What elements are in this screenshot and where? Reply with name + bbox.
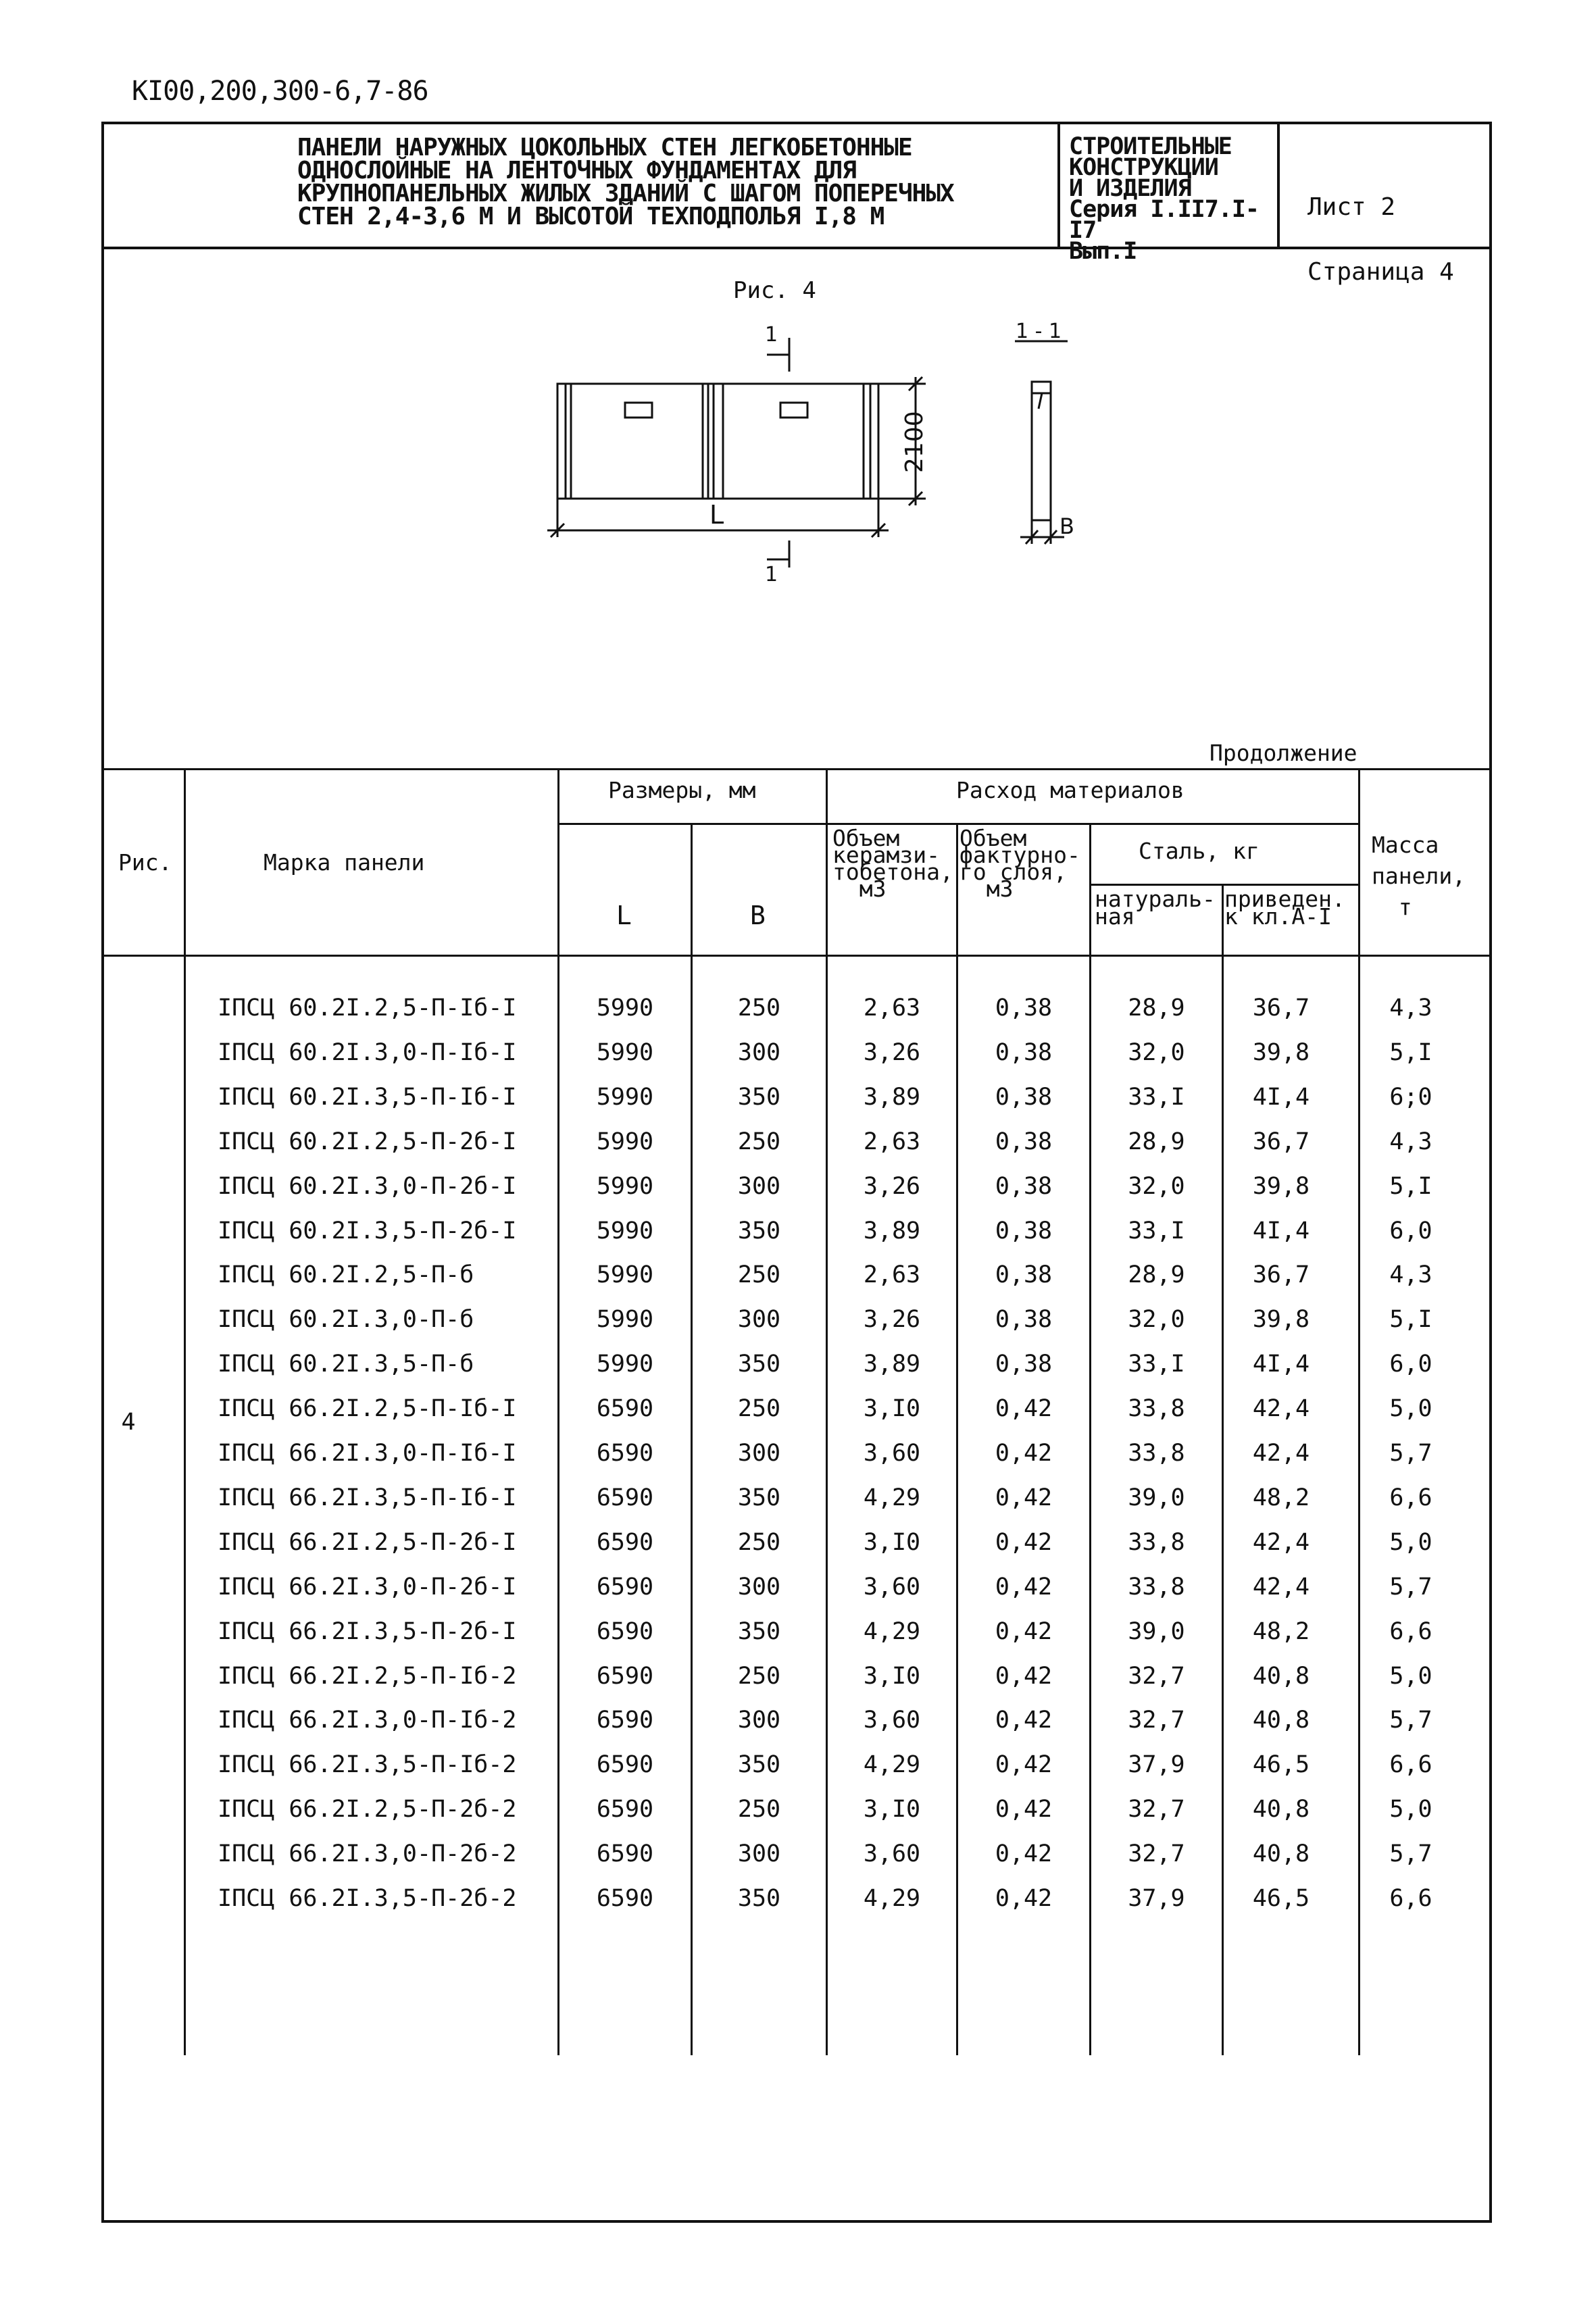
table-cell-s2: 46,5 — [1252, 1885, 1310, 1912]
table-cell-s1: 39,0 — [1128, 1484, 1185, 1511]
table-cell-L: 6590 — [596, 1440, 654, 1467]
table-cell-v2: 0,42 — [995, 1574, 1053, 1601]
header-steel-reduced: приведен. к кл.А-I — [1224, 886, 1345, 930]
table-row-brand: IПСЦ 60.2I.3,0-П-2б-I — [218, 1173, 517, 1200]
table-cell-v1: 3,I0 — [863, 1529, 921, 1556]
table-cell-m: 5,I — [1389, 1039, 1432, 1066]
figure-title: Рис. 4 — [733, 277, 816, 304]
table-cell-L: 5990 — [596, 1217, 654, 1244]
table-cell-m: 5,7 — [1389, 1574, 1432, 1601]
table-cell-m: 5,7 — [1389, 1840, 1432, 1867]
table-cell-L: 6590 — [596, 1751, 654, 1778]
table-cell-m: 6,6 — [1389, 1751, 1432, 1778]
table-cell-v1: 4,29 — [863, 1751, 921, 1778]
table-cell-s1: 33,8 — [1128, 1395, 1185, 1422]
table-row-brand: IПСЦ 66.2I.3,5-П-Iб-2 — [218, 1751, 517, 1778]
table-cell-L: 6590 — [596, 1395, 654, 1422]
table-cell-B: 250 — [737, 1663, 781, 1690]
table-cell-L: 5990 — [596, 995, 654, 1022]
table-cell-s1: 33,8 — [1128, 1529, 1185, 1556]
table-cell-v2: 0,42 — [995, 1885, 1053, 1912]
table-top-rule — [101, 768, 1492, 770]
table-cell-v1: 4,29 — [863, 1484, 921, 1511]
table-row-brand: IПСЦ 66.2I.3,5-П-2б-I — [218, 1618, 517, 1645]
table-cell-v1: 2,63 — [863, 1128, 921, 1155]
table-cell-s2: 40,8 — [1252, 1663, 1310, 1690]
sheet-number: Лист 2 — [1307, 193, 1396, 221]
table-cell-v1: 3,60 — [863, 1707, 921, 1734]
table-cell-v2: 0,38 — [995, 1084, 1053, 1111]
table-cell-s1: 33,8 — [1128, 1574, 1185, 1601]
table-cell-B: 300 — [737, 1840, 781, 1867]
table-cell-L: 6590 — [596, 1529, 654, 1556]
table-cell-v1: 3,26 — [863, 1306, 921, 1333]
table-row-brand: IПСЦ 66.2I.2,5-П-2б-I — [218, 1529, 517, 1556]
table-cell-v2: 0,38 — [995, 1128, 1053, 1155]
table-cell-L: 6590 — [596, 1663, 654, 1690]
title-block-divider-1 — [1057, 122, 1060, 248]
header-vol-keramzit: Объем керамзи- тобетона, м3 — [832, 825, 953, 902]
table-cell-B: 300 — [737, 1440, 781, 1467]
table-cell-v1: 3,89 — [863, 1217, 921, 1244]
table-cell-v2: 0,38 — [995, 1351, 1053, 1378]
opening-right — [780, 403, 807, 418]
table-cell-s2: 42,4 — [1252, 1574, 1310, 1601]
header-B: В — [750, 901, 766, 930]
table-cell-m: 6,6 — [1389, 1885, 1432, 1912]
table-cell-v2: 0,42 — [995, 1484, 1053, 1511]
table-cell-v1: 3,89 — [863, 1351, 921, 1378]
fig-number: 4 — [121, 1409, 136, 1436]
table-row-brand: IПСЦ 66.2I.2,5-П-Iб-2 — [218, 1663, 517, 1690]
table-cell-s1: 37,9 — [1128, 1751, 1185, 1778]
table-cell-B: 250 — [737, 1128, 781, 1155]
table-cell-m: 5,7 — [1389, 1440, 1432, 1467]
document-title: ПАНЕЛИ НАРУЖНЫХ ЦОКОЛЬНЫХ СТЕН ЛЕГКОБЕТОННЫЕ ОДНОСЛОЙНЫЕ НА ЛЕНТОЧНЫХ ФУНДАМЕНТАХ ДЛЯ КРУПНОПАНЕЛЬНЫХ ЖИЛЫХ ЗДАНИЙ С ШАГОМ ПОПЕРЕЧНЫХ СТЕН 2,4-3,6 М И ВЫСОТОЙ ТЕХПОДПОЛЬЯ I,8 М — [297, 134, 954, 230]
table-row-brand: IПСЦ 66.2I.2,5-П-Iб-I — [218, 1395, 517, 1422]
table-row-brand: IПСЦ 60.2I.2,5-П-б — [218, 1261, 474, 1288]
table-cell-s1: 28,9 — [1128, 1261, 1185, 1288]
table-cell-s1: 28,9 — [1128, 1128, 1185, 1155]
table-cell-s2: 46,5 — [1252, 1751, 1310, 1778]
table-cell-m: 6;0 — [1389, 1084, 1432, 1111]
page-number: Страница 4 — [1307, 258, 1454, 286]
table-row-brand: IПСЦ 60.2I.3,5-П-б — [218, 1351, 474, 1378]
height-dimension: 2100 — [901, 411, 928, 473]
table-cell-s1: 33,I — [1128, 1351, 1185, 1378]
section-profile — [1032, 382, 1051, 520]
table-cell-m: 6,6 — [1389, 1618, 1432, 1645]
table-row-brand: IПСЦ 66.2I.3,0-П-2б-I — [218, 1574, 517, 1601]
table-cell-m: 5,0 — [1389, 1529, 1432, 1556]
thickness-label: В — [1059, 513, 1074, 539]
table-row-brand: IПСЦ 60.2I.2,5-П-Iб-I — [218, 995, 517, 1022]
cut-mark-top-label: 1 — [765, 323, 778, 347]
table-cell-s2: 4I,4 — [1252, 1351, 1310, 1378]
table-row-brand: IПСЦ 60.2I.3,5-П-Iб-I — [218, 1084, 517, 1111]
table-cell-v2: 0,42 — [995, 1618, 1053, 1645]
table-cell-s1: 33,8 — [1128, 1440, 1185, 1467]
table-cell-B: 250 — [737, 1395, 781, 1422]
table-cell-m: 5,7 — [1389, 1707, 1432, 1734]
table-cell-s2: 36,7 — [1252, 1261, 1310, 1288]
table-cell-m: 4,3 — [1389, 1128, 1432, 1155]
table-cell-L: 5990 — [596, 1173, 654, 1200]
header-mass: Масса панели, т — [1372, 832, 1466, 920]
header-bottom-rule — [101, 955, 1492, 957]
table-cell-m: 5,I — [1389, 1306, 1432, 1333]
table-cell-B: 350 — [737, 1751, 781, 1778]
table-cell-s1: 32,0 — [1128, 1039, 1185, 1066]
table-cell-s2: 40,8 — [1252, 1796, 1310, 1823]
table-cell-v1: 3,26 — [863, 1173, 921, 1200]
document-code: КI00,200,300-6,7-86 — [132, 76, 428, 107]
table-cell-B: 300 — [737, 1306, 781, 1333]
table-cell-v2: 0,42 — [995, 1395, 1053, 1422]
table-cell-s2: 42,4 — [1252, 1440, 1310, 1467]
table-cell-B: 350 — [737, 1484, 781, 1511]
table-cell-B: 250 — [737, 995, 781, 1022]
table-cell-L: 6590 — [596, 1796, 654, 1823]
table-cell-v1: 3,I0 — [863, 1395, 921, 1422]
table-cell-v1: 2,63 — [863, 1261, 921, 1288]
table-cell-s1: 32,7 — [1128, 1796, 1185, 1823]
table-cell-s1: 28,9 — [1128, 995, 1185, 1022]
table-cell-m: 5,0 — [1389, 1796, 1432, 1823]
table-cell-s2: 4I,4 — [1252, 1217, 1310, 1244]
table-cell-v1: 3,I0 — [863, 1796, 921, 1823]
table-cell-B: 300 — [737, 1707, 781, 1734]
table-cell-v2: 0,38 — [995, 1306, 1053, 1333]
table-cell-B: 300 — [737, 1039, 781, 1066]
table-cell-L: 5990 — [596, 1351, 654, 1378]
table-cell-m: 6,6 — [1389, 1484, 1432, 1511]
table-cell-s1: 33,I — [1128, 1084, 1185, 1111]
table-cell-v1: 4,29 — [863, 1618, 921, 1645]
table-cell-s2: 39,8 — [1252, 1306, 1310, 1333]
table-row-brand: IПСЦ 66.2I.2,5-П-2б-2 — [218, 1796, 517, 1823]
table-cell-v2: 0,38 — [995, 1261, 1053, 1288]
table-row-brand: IПСЦ 66.2I.3,0-П-Iб-I — [218, 1440, 517, 1467]
table-cell-m: 5,0 — [1389, 1395, 1432, 1422]
table-cell-L: 5990 — [596, 1039, 654, 1066]
table-cell-s1: 32,7 — [1128, 1663, 1185, 1690]
table-cell-B: 300 — [737, 1574, 781, 1601]
table-cell-s2: 39,8 — [1252, 1173, 1310, 1200]
table-cell-m: 6,0 — [1389, 1351, 1432, 1378]
section-label: 1 - 1 — [1016, 320, 1062, 343]
table-cell-L: 5990 — [596, 1306, 654, 1333]
table-cell-s2: 48,2 — [1252, 1618, 1310, 1645]
table-cell-L: 5990 — [596, 1261, 654, 1288]
table-cell-s1: 32,0 — [1128, 1306, 1185, 1333]
table-cell-v1: 3,60 — [863, 1840, 921, 1867]
table-cell-v2: 0,42 — [995, 1751, 1053, 1778]
panel-elevation — [557, 384, 878, 499]
panel-drawing — [527, 318, 1108, 588]
header-materials: Расход материалов — [956, 777, 1184, 803]
table-cell-v1: 3,I0 — [863, 1663, 921, 1690]
table-cell-B: 250 — [737, 1529, 781, 1556]
table-cell-s2: 39,8 — [1252, 1039, 1310, 1066]
header-L: L — [616, 901, 632, 930]
table-cell-v2: 0,38 — [995, 1173, 1053, 1200]
table-cell-s2: 42,4 — [1252, 1529, 1310, 1556]
table-cell-s2: 40,8 — [1252, 1840, 1310, 1867]
table-row-brand: IПСЦ 60.2I.3,0-П-б — [218, 1306, 474, 1333]
table-cell-L: 5990 — [596, 1084, 654, 1111]
table-cell-s1: 32,7 — [1128, 1707, 1185, 1734]
table-row-brand: IПСЦ 66.2I.3,0-П-Iб-2 — [218, 1707, 517, 1734]
table-cell-B: 350 — [737, 1084, 781, 1111]
header-fig: Рис. — [118, 849, 172, 876]
table-cell-v1: 3,26 — [863, 1039, 921, 1066]
table-cell-s1: 33,I — [1128, 1217, 1185, 1244]
opening-left — [625, 403, 652, 418]
table-cell-B: 300 — [737, 1173, 781, 1200]
table-cell-L: 5990 — [596, 1128, 654, 1155]
table-cell-v2: 0,42 — [995, 1529, 1053, 1556]
table-cell-s1: 37,9 — [1128, 1885, 1185, 1912]
table-cell-L: 6590 — [596, 1618, 654, 1645]
table-cell-L: 6590 — [596, 1484, 654, 1511]
header-sizes: Размеры, мм — [608, 777, 756, 803]
header-steel-natural: натураль- ная — [1095, 886, 1216, 930]
table-cell-B: 350 — [737, 1217, 781, 1244]
table-cell-v2: 0,42 — [995, 1663, 1053, 1690]
table-cell-s2: 40,8 — [1252, 1707, 1310, 1734]
table-cell-s1: 39,0 — [1128, 1618, 1185, 1645]
table-cell-m: 4,3 — [1389, 995, 1432, 1022]
table-row-brand: IПСЦ 60.2I.3,5-П-2б-I — [218, 1217, 517, 1244]
table-cell-s1: 32,7 — [1128, 1840, 1185, 1867]
table-cell-L: 6590 — [596, 1840, 654, 1867]
table-row-brand: IПСЦ 60.2I.3,0-П-Iб-I — [218, 1039, 517, 1066]
length-label: L — [709, 500, 724, 530]
table-cell-m: 6,0 — [1389, 1217, 1432, 1244]
table-cell-s1: 32,0 — [1128, 1173, 1185, 1200]
table-cell-m: 4,3 — [1389, 1261, 1432, 1288]
table-cell-s2: 4I,4 — [1252, 1084, 1310, 1111]
table-row-brand: IПСЦ 66.2I.3,0-П-2б-2 — [218, 1840, 517, 1867]
table-cell-s2: 42,4 — [1252, 1395, 1310, 1422]
table-cell-B: 350 — [737, 1618, 781, 1645]
table-cell-v1: 3,60 — [863, 1440, 921, 1467]
table-cell-s2: 48,2 — [1252, 1484, 1310, 1511]
table-cell-v2: 0,42 — [995, 1707, 1053, 1734]
table-cell-B: 350 — [737, 1351, 781, 1378]
table-cell-s2: 36,7 — [1252, 1128, 1310, 1155]
continuation-label: Продолжение — [1210, 740, 1357, 766]
table-cell-v1: 3,89 — [863, 1084, 921, 1111]
table-row-brand: IПСЦ 60.2I.2,5-П-2б-I — [218, 1128, 517, 1155]
table-cell-v1: 2,63 — [863, 995, 921, 1022]
table-row-brand: IПСЦ 66.2I.3,5-П-2б-2 — [218, 1885, 517, 1912]
table-cell-B: 350 — [737, 1885, 781, 1912]
table-cell-B: 250 — [737, 1261, 781, 1288]
series-block: СТРОИТЕЛЬНЫЕ КОНСТРУКЦИИ И ИЗДЕЛИЯ Серия I.II7.I-I7 Вып.I — [1069, 133, 1260, 265]
table-cell-L: 6590 — [596, 1885, 654, 1912]
table-cell-B: 250 — [737, 1796, 781, 1823]
header-vol-facing: Объем фактурно- го слоя, м3 — [959, 825, 1080, 902]
table-cell-v2: 0,38 — [995, 995, 1053, 1022]
table-cell-L: 6590 — [596, 1574, 654, 1601]
table-cell-v1: 3,60 — [863, 1574, 921, 1601]
table-cell-v1: 4,29 — [863, 1885, 921, 1912]
table-cell-v2: 0,38 — [995, 1217, 1053, 1244]
table-cell-v2: 0,38 — [995, 1039, 1053, 1066]
cut-mark-bottom-label: 1 — [765, 563, 778, 586]
table-cell-m: 5,0 — [1389, 1663, 1432, 1690]
table-row-brand: IПСЦ 66.2I.3,5-П-Iб-I — [218, 1484, 517, 1511]
table-cell-s2: 36,7 — [1252, 995, 1310, 1022]
sheet-info — [1307, 159, 1454, 321]
header-brand: Марка панели — [264, 849, 425, 876]
table-cell-v2: 0,42 — [995, 1840, 1053, 1867]
table-cell-m: 5,I — [1389, 1173, 1432, 1200]
header-steel: Сталь, кг — [1139, 838, 1260, 864]
table-cell-v2: 0,42 — [995, 1796, 1053, 1823]
table-cell-L: 6590 — [596, 1707, 654, 1734]
table-cell-v2: 0,42 — [995, 1440, 1053, 1467]
